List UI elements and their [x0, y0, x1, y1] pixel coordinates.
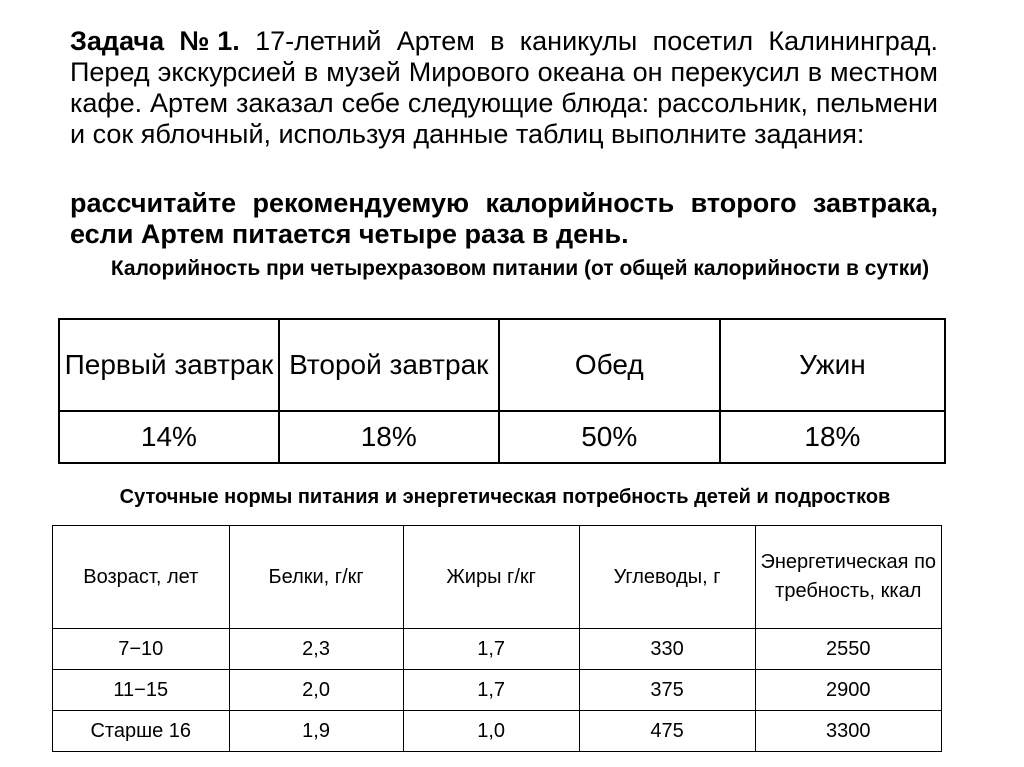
norms-table-caption: Суточные нормы питания и энергетическая потребность детей и подростков — [119, 486, 891, 508]
table-cell: 375 — [579, 670, 755, 711]
meals-value-cell: 18% — [720, 411, 945, 463]
meals-header-cell: Второй завтрак — [279, 319, 499, 411]
meals-value-cell: 18% — [279, 411, 499, 463]
norms-header-cell: Возраст, лет — [53, 526, 230, 629]
table-cell: 1,9 — [229, 711, 403, 752]
table-cell: 2900 — [755, 670, 941, 711]
norms-header-cell: Жиры г/кг — [403, 526, 579, 629]
meals-value-cell: 50% — [499, 411, 720, 463]
table-cell: 11−15 — [53, 670, 230, 711]
table-cell: 7−10 — [53, 629, 230, 670]
table-cell: 475 — [579, 711, 755, 752]
table-cell: Старше 16 — [53, 711, 230, 752]
meals-header-cell: Первый завтрак — [59, 319, 279, 411]
meals-header-cell: Ужин — [720, 319, 945, 411]
norms-header-row — [53, 526, 942, 629]
norms-header-cell: Углеводы, г — [579, 526, 755, 629]
table-cell: 2,0 — [229, 670, 403, 711]
table-cell: 2,3 — [229, 629, 403, 670]
task-body: 17-летний Артем в каникулы посетил Калининград. Перед экскурсией в музей Мирового океана он перекусил в местном кафе. Артем заказал себе следующие блюда: рассольник, пельмени и сок яблочный, используя данные таблиц выполните задания: — [70, 26, 938, 149]
meals-table-caption: Калорийность при четырехразовом питании (от общей калорийности в сутки) — [110, 257, 930, 280]
meals-table — [58, 318, 946, 464]
task-text — [70, 26, 938, 150]
meals-header-row — [59, 319, 945, 411]
meals-value-cell: 14% — [59, 411, 279, 463]
table-row — [53, 711, 942, 752]
table-cell: 1,7 — [403, 629, 579, 670]
table-row — [53, 629, 942, 670]
meals-value-row — [59, 411, 945, 463]
meals-header-cell: Обед — [499, 319, 720, 411]
table-row — [53, 670, 942, 711]
task-question: рассчитайте рекомендуемую калорийность второго завтрака, если Артем питается четыре раза в день. — [70, 188, 938, 249]
table-cell: 330 — [579, 629, 755, 670]
table-cell: 1,7 — [403, 670, 579, 711]
task-label: Задача №1. — [70, 26, 240, 56]
norms-header-cell: Белки, г/кг — [229, 526, 403, 629]
table-cell: 1,0 — [403, 711, 579, 752]
table-cell: 2550 — [755, 629, 941, 670]
table-cell: 3300 — [755, 711, 941, 752]
norms-table — [52, 525, 942, 752]
norms-header-cell: Энергетическая потребность, ккал — [755, 526, 941, 629]
